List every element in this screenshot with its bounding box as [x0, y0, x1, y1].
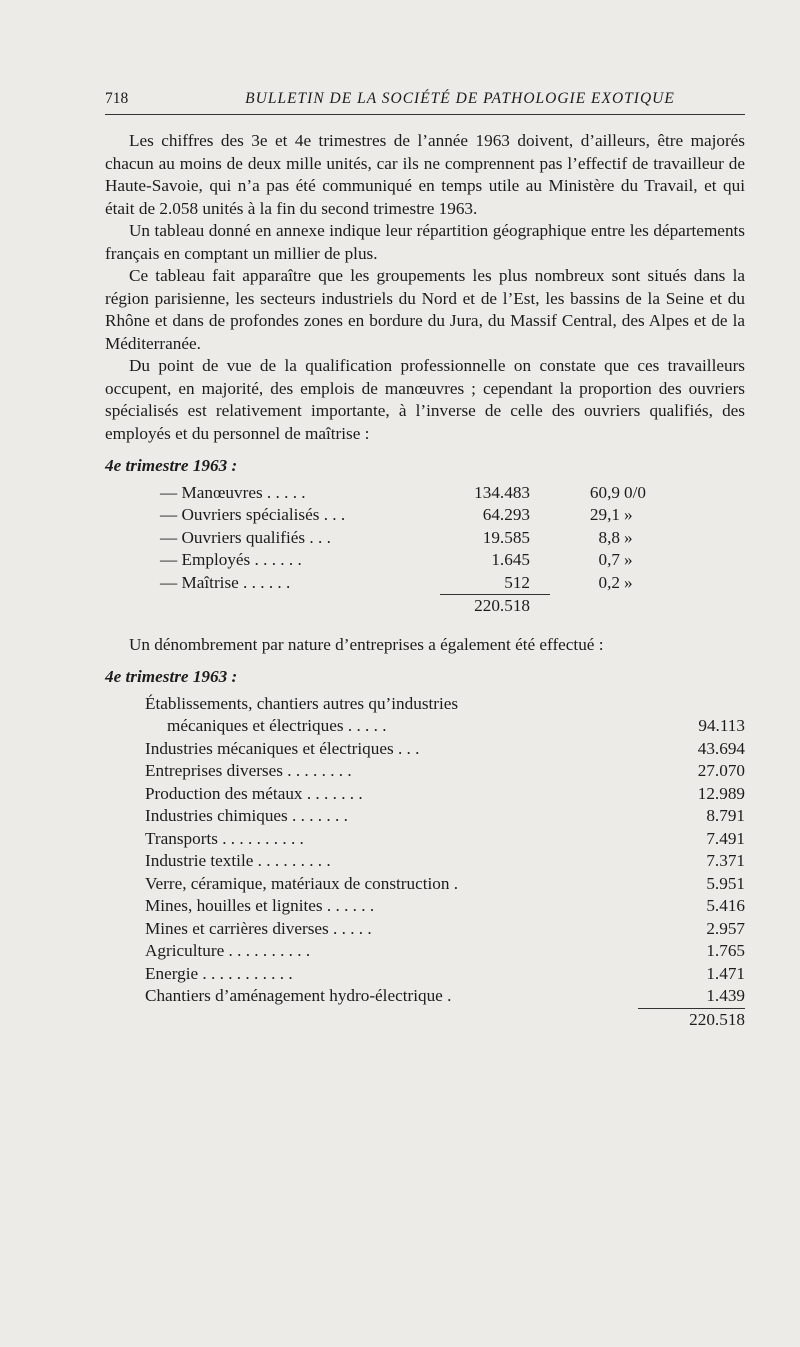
table-row [145, 850, 745, 873]
row-value: 7.491 [706, 828, 745, 848]
enterprise-type-table [145, 693, 745, 1032]
row-label: Transports . . . . . . . . . . [145, 828, 304, 848]
row-value: 1.765 [706, 941, 745, 960]
table-row [145, 873, 745, 896]
table-row [145, 783, 745, 806]
row-label: Verre, céramique, matériaux de construction . [145, 873, 459, 893]
row-label: — Ouvriers qualifiés . . . [160, 527, 331, 547]
table-row [160, 549, 664, 572]
row-unit: » [624, 572, 633, 592]
row-label: Industries mécaniques et électriques . . . [145, 738, 420, 758]
paragraph: Un tableau donné en annexe indique leur répartition géographique entre les départements français en comptant un millier de plus. [105, 221, 745, 263]
row-value: 43.694 [697, 738, 745, 758]
row-percent: 0,7 [598, 550, 620, 569]
paragraph: Du point de vue de la qualification professionnelle on constate que ces travailleurs occupent, en majorité, des emplois de manœuvres ; cependant la proportion des ouvriers spécialisés est relativement importante, à l’inverse de celle des ouvriers qualifiés, des employés et du personnel de maîtrise : [105, 356, 745, 443]
page-header [105, 88, 745, 115]
row-value: 27.070 [697, 761, 745, 780]
paragraph: Ce tableau fait apparaître que les groupements les plus nombreux sont situés dans la région parisienne, les secteurs industriels du Nord et de l’Est, les bassins de la Seine et du Rhône et dans de profondes zones en bordure du Jura, du Massif Central, des Alpes et de la Méditerranée. [105, 266, 745, 353]
table-row [160, 572, 664, 595]
table-total-row [160, 595, 664, 618]
row-value: 5.416 [706, 896, 745, 915]
table-row [160, 482, 664, 505]
row-value: 134.483 [474, 482, 530, 502]
paragraph: Les chiffres des 3e et 4e trimestres de l’année 1963 doivent, d’ailleurs, être majorés chacun au moins de deux mille unités, car ils ne comprennent pas l’effectif de travailleur de Haute-Savoie, qui n’a pas été communiqué en temps utile au Ministère du Travail, et qui était de 2.058 unités à la fin du second trimestre 1963. [105, 131, 745, 218]
row-value: 1.645 [491, 550, 530, 569]
row-value: 8.791 [706, 806, 745, 825]
table-row [145, 895, 745, 918]
row-unit: » [624, 527, 633, 547]
table-row [145, 985, 745, 1008]
row-value: 1.471 [706, 963, 745, 983]
body-text [105, 130, 745, 1031]
row-value: 5.951 [706, 873, 745, 893]
row-value: 12.989 [697, 783, 745, 803]
row-unit: » [624, 550, 633, 569]
table-row [145, 828, 745, 851]
row-value: 7.371 [706, 851, 745, 870]
row-percent: 8,8 [598, 527, 620, 547]
table1-total: 220.518 [440, 595, 550, 618]
table-row [145, 738, 745, 761]
row-value: 19.585 [482, 527, 530, 547]
row-label: Energie . . . . . . . . . . . [145, 963, 293, 983]
row-label: Mines et carrières diverses . . . . . [145, 918, 372, 938]
table-row [145, 805, 745, 828]
qualification-table [160, 482, 664, 618]
row-percent: 60,9 [589, 482, 620, 502]
table-row [145, 760, 745, 783]
row-percent: 29,1 [589, 505, 620, 524]
row-percent: 0,2 [598, 572, 620, 592]
row-label: Industrie textile . . . . . . . . . [145, 851, 331, 870]
row-value: 64.293 [482, 505, 530, 524]
row-label: — Employés . . . . . . [160, 550, 302, 569]
table2-total: 220.518 [638, 1008, 745, 1031]
row-value: 94.113 [698, 716, 745, 735]
row-label: Mines, houilles et lignites . . . . . . [145, 896, 375, 915]
table-total-row [145, 1008, 745, 1031]
paragraph: Un dénombrement par nature d’entreprises a également été effectué : [129, 634, 604, 654]
row-label: — Ouvriers spécialisés . . . [160, 505, 346, 524]
row-value: 512 [504, 572, 530, 592]
table2-title: 4e trimestre 1963 : [105, 667, 238, 686]
table-row [160, 504, 664, 527]
row-value: 2.957 [706, 918, 745, 938]
table-row [145, 715, 745, 738]
row-unit: 0/0 [624, 482, 646, 502]
table-row [145, 918, 745, 941]
journal-title: BULLETIN DE LA SOCIÉTÉ DE PATHOLOGIE EXOTIQUE [245, 90, 675, 107]
page-number: 718 [105, 90, 129, 107]
row-label: Chantiers d’aménagement hydro-électrique . [145, 986, 452, 1006]
table-row [160, 527, 664, 550]
row-label: Industries chimiques . . . . . . . [145, 806, 348, 825]
row-unit: » [624, 505, 633, 524]
row-label: Agriculture . . . . . . . . . . [145, 941, 311, 960]
table-row [145, 940, 745, 963]
row-label: mécaniques et électriques . . . . . [167, 716, 387, 735]
row-label: Production des métaux . . . . . . . [145, 783, 363, 803]
table1-title: 4e trimestre 1963 : [105, 456, 238, 475]
row-label: — Manœuvres . . . . . [160, 482, 306, 502]
row-label: Établissements, chantiers autres qu’industries [145, 693, 459, 713]
row-label: — Maîtrise . . . . . . [160, 572, 291, 592]
table-row [145, 963, 745, 986]
row-value: 1.439 [706, 986, 745, 1005]
row-label: Entreprises diverses . . . . . . . . [145, 761, 352, 780]
table-row [145, 693, 745, 716]
